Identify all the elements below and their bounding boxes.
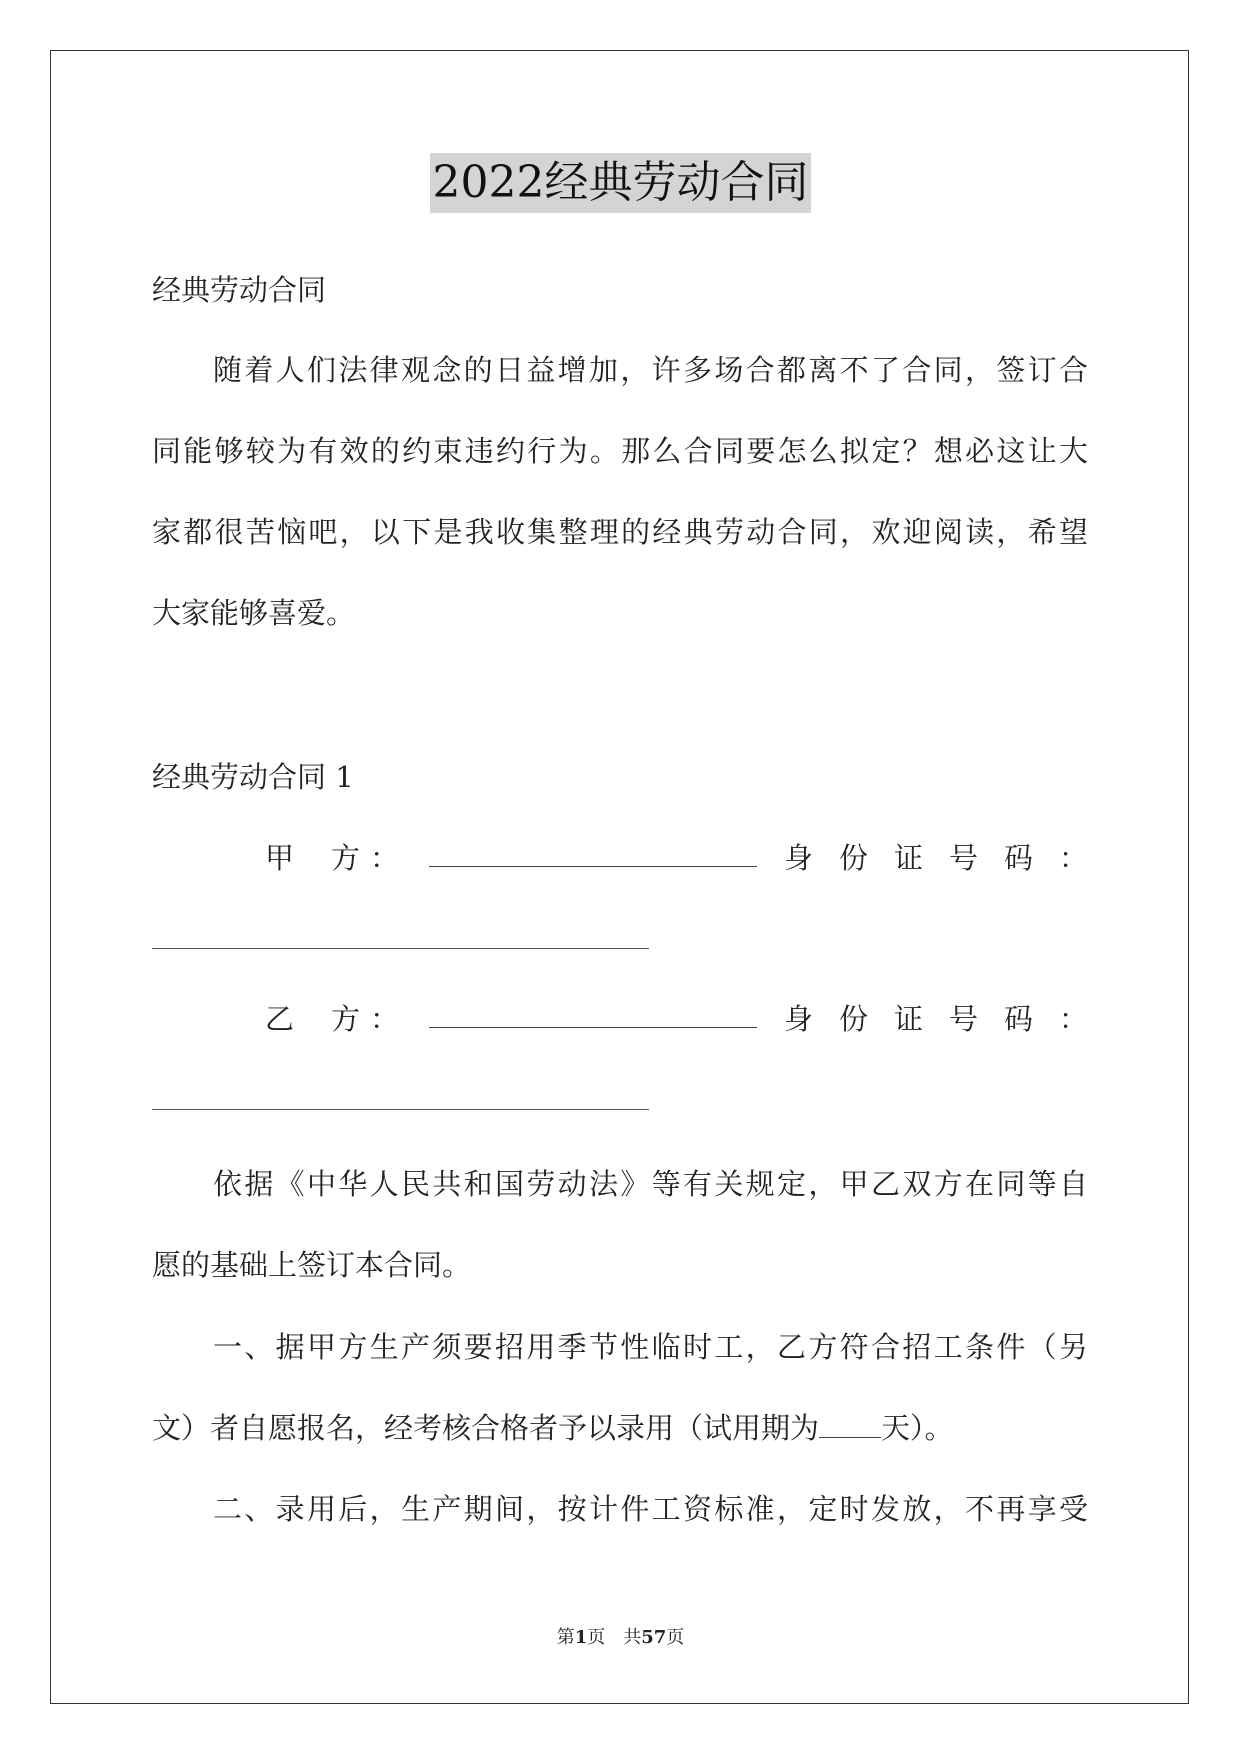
intro-line-3: 家都很苦恼吧，以下是我收集整理的经典劳动合同，欢迎阅读，希望 bbox=[152, 515, 1088, 549]
party-a-name-blank[interactable] bbox=[429, 866, 757, 867]
id-label-char: 份 bbox=[838, 1002, 868, 1036]
party-b-row bbox=[152, 999, 1088, 1039]
intro-line-1: 随着人们法律观念的日益增加，许多场合都离不了合同，签订合 bbox=[213, 353, 1088, 387]
party-a-colon: ： bbox=[370, 841, 400, 875]
party-b-id-blank[interactable] bbox=[152, 1109, 649, 1110]
footer-page-number: 1 bbox=[574, 1627, 588, 1648]
id-label-char: 证 bbox=[893, 1002, 923, 1036]
party-b-id-label bbox=[784, 999, 1088, 1039]
id-label-char: 号 bbox=[948, 1002, 978, 1036]
clause-1-text-before: 文）者自愿报名，经考核合格者予以录用（试用期为 bbox=[152, 1411, 820, 1445]
party-b-label-char: 乙 bbox=[265, 1002, 295, 1036]
party-b-colon: ： bbox=[370, 1002, 400, 1036]
intro-line-2: 同能够较为有效的约束违约行为。那么合同要怎么拟定？想必这让大 bbox=[152, 434, 1088, 468]
footer-page-suffix: 页 bbox=[666, 1627, 685, 1648]
party-b-label bbox=[265, 999, 360, 1039]
clause-1-line-1: 一、据甲方生产须要招用季节性临时工，乙方符合招工条件（另 bbox=[213, 1330, 1088, 1364]
intro-line-4: 大家能够喜爱。 bbox=[152, 596, 356, 630]
page-footer bbox=[0, 1626, 1241, 1650]
basis-line-2: 愿的基础上签订本合同。 bbox=[152, 1248, 472, 1282]
id-label-char: 码 bbox=[1003, 1002, 1033, 1036]
clause-2-line-1: 二、录用后，生产期间，按计件工资标准，定时发放，不再享受 bbox=[213, 1492, 1088, 1526]
id-label-char: 码 bbox=[1003, 841, 1033, 875]
title-container bbox=[0, 153, 1241, 213]
id-label-char: ： bbox=[1058, 1002, 1088, 1036]
id-label-char: 证 bbox=[893, 841, 923, 875]
basis-line-1: 依据《中华人民共和国劳动法》等有关规定，甲乙双方在同等自 bbox=[213, 1167, 1088, 1201]
footer-page-mid: 页 共 bbox=[587, 1627, 642, 1648]
party-a-id-blank[interactable] bbox=[152, 948, 649, 949]
party-b-label-char: 方 bbox=[330, 1002, 360, 1036]
section-heading: 经典劳动合同 1 bbox=[152, 760, 354, 794]
trial-period-blank[interactable] bbox=[819, 1411, 881, 1438]
party-a-label bbox=[265, 838, 360, 878]
document-title: 2022经典劳动合同 bbox=[430, 153, 812, 213]
footer-page-prefix: 第 bbox=[556, 1627, 575, 1648]
id-label-char: 号 bbox=[948, 841, 978, 875]
party-a-id-label bbox=[784, 838, 1088, 878]
party-b-name-blank[interactable] bbox=[429, 1027, 757, 1028]
id-label-char: 身 bbox=[784, 1002, 814, 1036]
id-label-char: ： bbox=[1058, 841, 1088, 875]
clause-1-text-after: 天）。 bbox=[881, 1411, 954, 1445]
id-label-char: 份 bbox=[838, 841, 868, 875]
clause-1-line-2 bbox=[152, 1408, 954, 1448]
document-subtitle: 经典劳动合同 bbox=[152, 273, 327, 307]
id-label-char: 身 bbox=[784, 841, 814, 875]
party-a-row bbox=[152, 838, 1088, 878]
party-a-label-char: 甲 bbox=[265, 841, 295, 875]
party-a-label-char: 方 bbox=[330, 841, 360, 875]
footer-total-pages: 57 bbox=[641, 1627, 667, 1648]
